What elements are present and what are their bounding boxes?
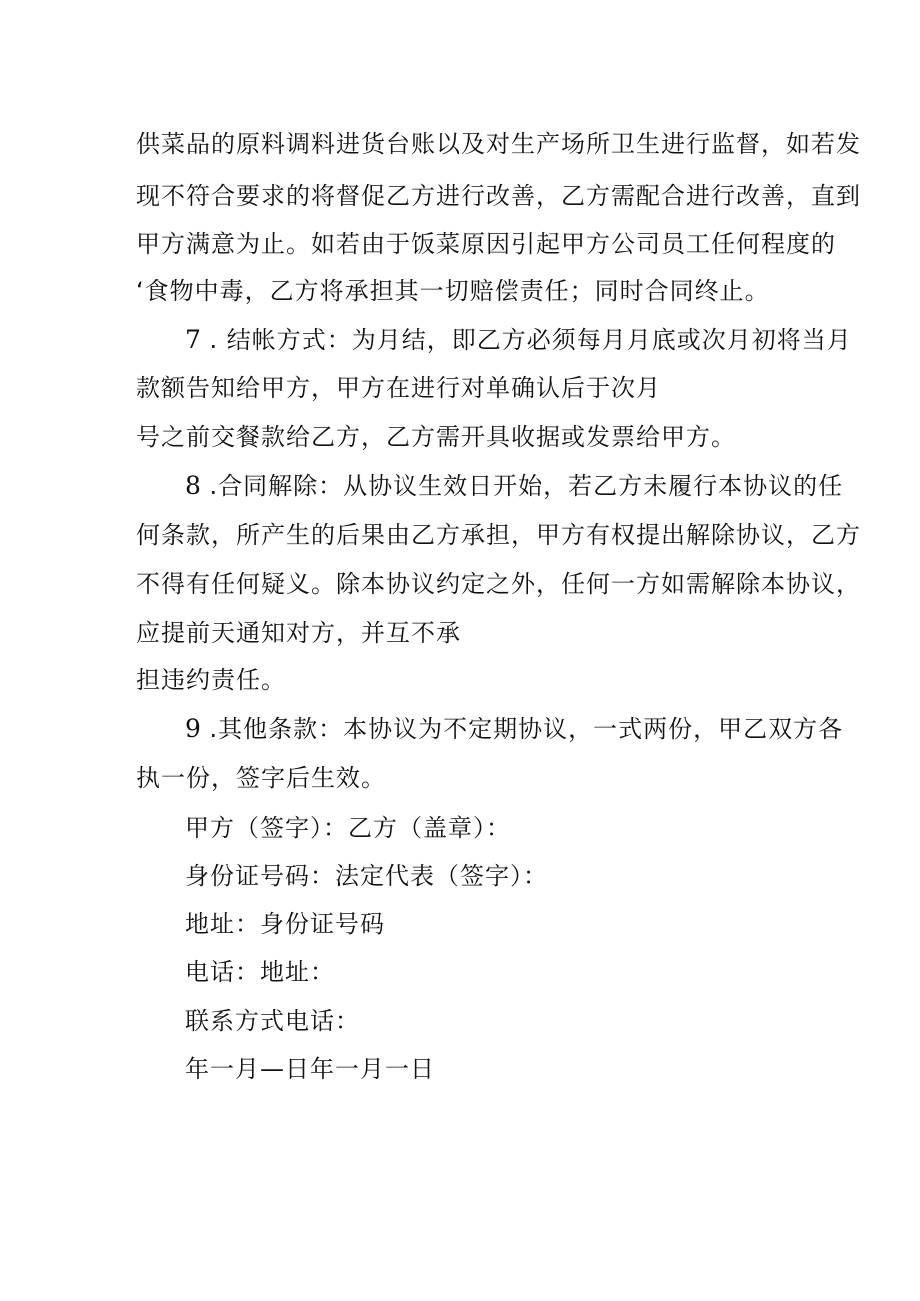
paragraph-7-line-1 [185, 324, 852, 356]
paragraph-8-line-1 [185, 470, 843, 502]
paragraph-8-line-4: 应提前天通知对方，并互不承 [136, 619, 461, 647]
paragraph-9-line-2: 执一份，签字后生效。 [136, 764, 386, 792]
paragraph-6-line-2: 现不符合要求的将督促乙方进行改善，乙方需配合进行改善，直到 [136, 182, 861, 210]
paragraph-7-line-2: 款额告知给甲方，甲方在进行对单确认后于次月 [136, 374, 661, 402]
paragraph-7-text: . 结帐方式：为月结，即乙方必须每月月底或次月初将当月 [209, 326, 852, 354]
signature-id-line: 身份证号码：法定代表（签字）： [185, 862, 548, 890]
signature-party-line: 甲方（签字）：乙方（盖章）： [185, 814, 511, 842]
paragraph-8-line-5: 担违约责任。 [136, 666, 286, 694]
paragraph-6-line-3: 甲方满意为止。如若由于饭菜原因引起甲方公司员工任何程度的 [136, 230, 836, 258]
paragraph-7-line-3: 号之前交餐款给乙方，乙方需开具收据或发票给甲方。 [136, 423, 736, 451]
paragraph-8-line-2: 何条款，所产生的后果由乙方承担，甲方有权提出解除协议，乙方 [136, 521, 861, 549]
paragraph-9-line-1 [185, 713, 843, 745]
paragraph-8-text: .合同解除：从协议生效日开始，若乙方未履行本协议的任 [209, 472, 844, 500]
paragraph-7-number: 7 [185, 325, 201, 354]
signature-contact-line: 联系方式电话： [185, 1007, 360, 1035]
paragraph-6-line-1: 供菜品的原料调料进货台账以及对生产场所卫生进行监督，如若发 [136, 130, 861, 158]
paragraph-9-text: .其他条款：本协议为不定期协议，一式两份，甲乙双方各 [209, 715, 844, 743]
paragraph-8-number: 8 [185, 471, 201, 500]
paragraph-6-line-4: ‘食物中毒，乙方将承担其一切赔偿责任；同时合同终止。 [136, 277, 770, 305]
paragraph-9-number: 9 [185, 714, 201, 743]
signature-phone-line: 电话：地址： [185, 958, 335, 986]
paragraph-8-line-3: 不得有任何疑义。除本协议约定之外，任何一方如需解除本协议， [136, 570, 861, 598]
signature-date-line: 年一月—日年一月一日 [185, 1055, 435, 1083]
signature-address-line: 地址：身份证号码 [185, 910, 385, 938]
